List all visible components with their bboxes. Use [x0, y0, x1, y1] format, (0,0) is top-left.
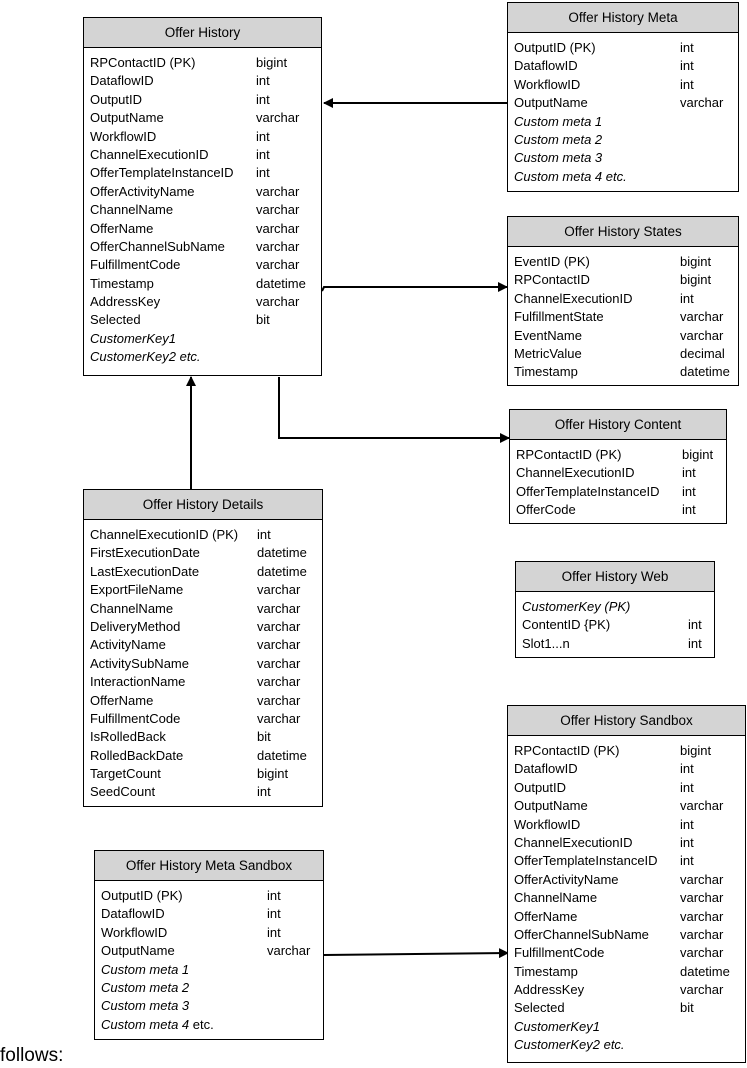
field-name: AddressKey [90, 294, 161, 310]
field-type: varchar [256, 183, 300, 199]
field-name: DataflowID [101, 906, 165, 922]
entity-fields [508, 247, 738, 382]
field-row [508, 834, 745, 852]
field-type: varchar [256, 294, 300, 310]
field-type: varchar [680, 945, 724, 961]
field-type: varchar [257, 655, 301, 671]
field-name: DataflowID [90, 73, 154, 89]
entity-offer-history-sandbox [507, 705, 746, 1063]
field-type: int [680, 58, 694, 74]
field-row [95, 997, 323, 1015]
field-name: FulfillmentCode [90, 710, 181, 726]
field-name: Custom meta 1 [101, 961, 190, 977]
field-row [508, 1018, 745, 1036]
field-name: DataflowID [514, 761, 578, 777]
field-type: int [257, 527, 271, 542]
field-type: decimal [680, 345, 725, 361]
field-row [84, 183, 321, 201]
field-type: varchar [680, 798, 724, 814]
field-name: Slot1...n [522, 635, 570, 651]
field-row [516, 616, 714, 634]
field-row [508, 908, 745, 926]
field-type: bigint [680, 254, 712, 269]
entity-fields [84, 520, 322, 802]
field-name: CustomerKey1 [90, 330, 176, 346]
entity-title: Offer History [84, 18, 321, 48]
field-row [508, 363, 738, 381]
field-name: ChannelExecutionID (PK) [90, 527, 239, 542]
field-row [84, 655, 322, 673]
field-type: datetime [257, 563, 307, 579]
field-type: int [256, 73, 270, 89]
field-row [84, 128, 321, 146]
field-type: bigint [680, 743, 712, 758]
field-type: int [680, 290, 694, 306]
field-name: ChannelExecutionID [516, 465, 635, 481]
entity-title: Offer History Web [516, 562, 714, 592]
field-name: FulfillmentCode [514, 945, 605, 961]
field-name: SeedCount [90, 784, 156, 800]
field-row [508, 926, 745, 944]
field-name: WorkflowID [514, 816, 581, 832]
field-name: ChannelExecutionID [514, 290, 633, 306]
field-row [508, 999, 745, 1017]
field-name: OfferCode [516, 502, 576, 518]
field-name-main: Custom meta 4 [101, 1016, 190, 1032]
field-name: IsRolledBack [90, 729, 166, 745]
field-name: RPContactID (PK) [516, 447, 622, 462]
field-row [95, 979, 323, 997]
field-name: FulfillmentState [514, 309, 604, 325]
field-name: Custom meta 3 [101, 998, 190, 1014]
field-row [508, 308, 738, 326]
field-name: ActivitySubName [90, 655, 189, 671]
entity-fields [84, 48, 321, 367]
field-type: varchar [680, 309, 724, 325]
field-type: varchar [257, 674, 301, 690]
field-name: RPContactID (PK) [90, 55, 196, 70]
entity-title: Offer History Sandbox [508, 706, 745, 736]
entity-offer-history-states [507, 216, 739, 386]
field-name: OutputID [514, 779, 567, 795]
field-type: datetime [257, 545, 307, 561]
field-type: int [256, 165, 270, 181]
field-type: bigint [680, 272, 712, 288]
field-name: OfferName [514, 908, 578, 924]
field-name: OutputName [514, 95, 588, 111]
field-type: int [267, 888, 281, 903]
field-name: OutputName [90, 110, 164, 126]
field-row [508, 760, 745, 778]
field-row [508, 290, 738, 308]
field-name: Selected [514, 1000, 565, 1016]
field-type: int [680, 779, 694, 795]
field-row [95, 961, 323, 979]
field-type: int [267, 906, 281, 922]
field-row [510, 446, 726, 464]
field-name: OutputID (PK) [101, 888, 183, 903]
field-name: ExportFileName [90, 582, 184, 598]
field-name: OfferChannelSubName [514, 926, 649, 942]
field-type: varchar [267, 943, 311, 959]
field-row [84, 618, 322, 636]
field-type: int [680, 816, 694, 832]
field-type: varchar [257, 582, 301, 598]
field-row [84, 72, 321, 90]
field-name: ActivityName [90, 637, 166, 653]
entity-offer-history-content [509, 409, 727, 524]
field-type: varchar [256, 202, 300, 218]
field-name: CustomerKey2 etc. [90, 349, 201, 365]
field-type: varchar [256, 238, 300, 254]
field-name: CustomerKey2 etc. [514, 1037, 625, 1053]
field-name: LastExecutionDate [90, 563, 200, 579]
field-type: int [256, 128, 270, 144]
field-name: Custom meta 2 [514, 131, 603, 147]
field-name: TargetCount [90, 766, 161, 782]
field-row [508, 113, 738, 131]
field-row [508, 816, 745, 834]
field-name: EventID (PK) [514, 254, 590, 269]
field-row [516, 598, 714, 616]
field-name: OfferActivityName [90, 183, 195, 199]
field-row [84, 692, 322, 710]
field-name: ChannelExecutionID [514, 834, 633, 850]
field-type: varchar [257, 637, 301, 653]
field-type: varchar [680, 327, 724, 343]
field-row [84, 783, 322, 801]
field-row [510, 483, 726, 501]
field-type: int [680, 761, 694, 777]
field-type: bit [680, 1000, 694, 1016]
field-name: OfferTemplateInstanceID [90, 165, 234, 181]
field-name: WorkflowID [514, 76, 581, 92]
field-type: int [688, 635, 702, 651]
field-type: varchar [680, 95, 724, 111]
field-row [84, 54, 321, 72]
field-type: datetime [257, 747, 307, 763]
field-name: OfferName [90, 220, 154, 236]
field-name: Custom meta 1 [514, 113, 603, 129]
field-row [84, 220, 321, 238]
field-name: ChannelName [90, 600, 174, 616]
entity-fields [508, 736, 745, 1055]
field-row [508, 94, 738, 112]
field-type: int [257, 784, 271, 800]
field-type: int [680, 76, 694, 92]
field-name: OfferActivityName [514, 871, 619, 887]
field-name: OfferChannelSubName [90, 238, 225, 254]
field-type: datetime [680, 364, 730, 380]
field-row [508, 253, 738, 271]
field-name: Timestamp [514, 963, 578, 979]
field-row [508, 39, 738, 57]
field-name: ContentID {PK) [522, 617, 611, 633]
field-name: Custom meta 4 etc. [514, 168, 627, 184]
entity-title: Offer History Meta [508, 3, 738, 33]
field-row [508, 327, 738, 345]
entity-title: Offer History Content [510, 410, 726, 440]
field-row [84, 238, 321, 256]
field-type: int [682, 483, 696, 499]
field-row [84, 330, 321, 348]
field-name: Custom meta 3 [514, 150, 603, 166]
field-row [508, 889, 745, 907]
field-row [84, 765, 322, 783]
field-name: OutputID (PK) [514, 40, 596, 55]
field-type: bit [256, 312, 270, 328]
field-row [84, 747, 322, 765]
field-type: datetime [256, 275, 306, 291]
field-name: OfferName [90, 692, 154, 708]
field-type: int [267, 924, 281, 940]
field-name: RPContactID [514, 272, 590, 288]
entity-offer-history [83, 17, 322, 376]
field-row [508, 981, 745, 999]
field-name: AddressKey [514, 982, 585, 998]
field-name: Timestamp [514, 364, 578, 380]
field-type: int [680, 40, 694, 55]
field-type: varchar [680, 926, 724, 942]
field-type: varchar [256, 220, 300, 236]
field-row [508, 852, 745, 870]
field-type: int [682, 465, 696, 481]
field-row [84, 109, 321, 127]
field-type: varchar [257, 618, 301, 634]
entity-fields [510, 440, 726, 520]
field-row [508, 742, 745, 760]
field-name: RolledBackDate [90, 747, 184, 763]
entity-offer-history-meta-sandbox [94, 850, 324, 1040]
field-type: int [256, 91, 270, 107]
field-row [84, 710, 322, 728]
field-row [84, 728, 322, 746]
field-row [508, 271, 738, 289]
field-name: DataflowID [514, 58, 578, 74]
field-name: OfferTemplateInstanceID [516, 483, 660, 499]
field-type: datetime [680, 963, 730, 979]
entity-title: Offer History States [508, 217, 738, 247]
field-name: InteractionName [90, 674, 186, 690]
field-name: ChannelExecutionID [90, 146, 209, 162]
entity-fields [516, 592, 714, 653]
field-type: varchar [680, 982, 724, 998]
field-type: varchar [257, 600, 301, 616]
field-row [508, 797, 745, 815]
field-name: OutputName [514, 798, 588, 814]
connector-meta-sandbox-to-sandbox [324, 953, 508, 955]
field-name: ChannelName [514, 890, 598, 906]
field-type: bigint [682, 447, 714, 462]
field-row [508, 168, 738, 186]
field-row [95, 1016, 323, 1034]
field-row [508, 1036, 745, 1054]
field-type: int [682, 502, 696, 518]
footer-text: follows: [0, 1045, 64, 1066]
field-row [84, 275, 321, 293]
field-type: int [256, 146, 270, 162]
field-row [508, 871, 745, 889]
field-row [95, 887, 323, 905]
field-row [84, 146, 321, 164]
field-row [84, 600, 322, 618]
field-type: bigint [257, 766, 289, 782]
field-name: Custom meta 2 [101, 979, 190, 995]
field-row [84, 164, 321, 182]
field-type: varchar [680, 908, 724, 924]
field-row [84, 91, 321, 109]
field-row [95, 942, 323, 960]
field-type: int [680, 853, 694, 869]
field-name: RPContactID (PK) [514, 743, 620, 758]
field-row [95, 924, 323, 942]
field-name: WorkflowID [101, 924, 168, 940]
connector-offer-history-to-states [322, 287, 507, 291]
field-name: FulfillmentCode [90, 257, 181, 273]
field-row [84, 563, 322, 581]
field-name-suffix: etc. [189, 1016, 214, 1032]
field-name: ChannelName [90, 202, 174, 218]
field-name: FirstExecutionDate [90, 545, 200, 561]
field-type: varchar [680, 871, 724, 887]
field-type: bit [257, 729, 271, 745]
field-row [510, 501, 726, 519]
field-name: DeliveryMethod [90, 618, 181, 634]
field-name: OfferTemplateInstanceID [514, 853, 658, 869]
field-row [84, 526, 322, 544]
field-row [84, 256, 321, 274]
field-name: CustomerKey1 [514, 1018, 600, 1034]
field-row [508, 76, 738, 94]
field-row [84, 636, 322, 654]
field-row [508, 779, 745, 797]
field-name: MetricValue [514, 345, 582, 361]
field-name: OutputName [101, 943, 175, 959]
field-row [510, 464, 726, 482]
field-row [84, 348, 321, 366]
field-row [516, 635, 714, 653]
field-type: int [688, 617, 702, 633]
field-row [508, 944, 745, 962]
field-row [508, 149, 738, 167]
field-name: OutputID [90, 91, 143, 107]
entity-fields [95, 881, 323, 1034]
field-name: CustomerKey (PK) [522, 599, 631, 614]
entity-offer-history-details [83, 489, 323, 807]
field-name: WorkflowID [90, 128, 157, 144]
field-row [508, 963, 745, 981]
field-type: varchar [256, 257, 300, 273]
field-row [84, 311, 321, 329]
field-row [84, 201, 321, 219]
entity-title: Offer History Details [84, 490, 322, 520]
field-name: Selected [90, 312, 141, 328]
field-type: varchar [257, 710, 301, 726]
entity-offer-history-web [515, 561, 715, 658]
field-type: bigint [256, 55, 288, 70]
field-name: Timestamp [90, 275, 154, 291]
field-type: varchar [257, 692, 301, 708]
field-type: int [680, 834, 694, 850]
entity-fields [508, 33, 738, 186]
field-row [84, 673, 322, 691]
field-name: EventName [514, 327, 582, 343]
field-type: varchar [256, 110, 300, 126]
field-name [101, 1016, 267, 1034]
entity-offer-history-meta [507, 2, 739, 192]
field-row [508, 345, 738, 363]
field-row [95, 905, 323, 923]
field-row [84, 293, 321, 311]
field-row [508, 57, 738, 75]
entity-title: Offer History Meta Sandbox [95, 851, 323, 881]
field-row [84, 581, 322, 599]
field-row [84, 544, 322, 562]
field-row [508, 131, 738, 149]
field-type: varchar [680, 890, 724, 906]
connector-offer-history-to-content [279, 377, 509, 438]
